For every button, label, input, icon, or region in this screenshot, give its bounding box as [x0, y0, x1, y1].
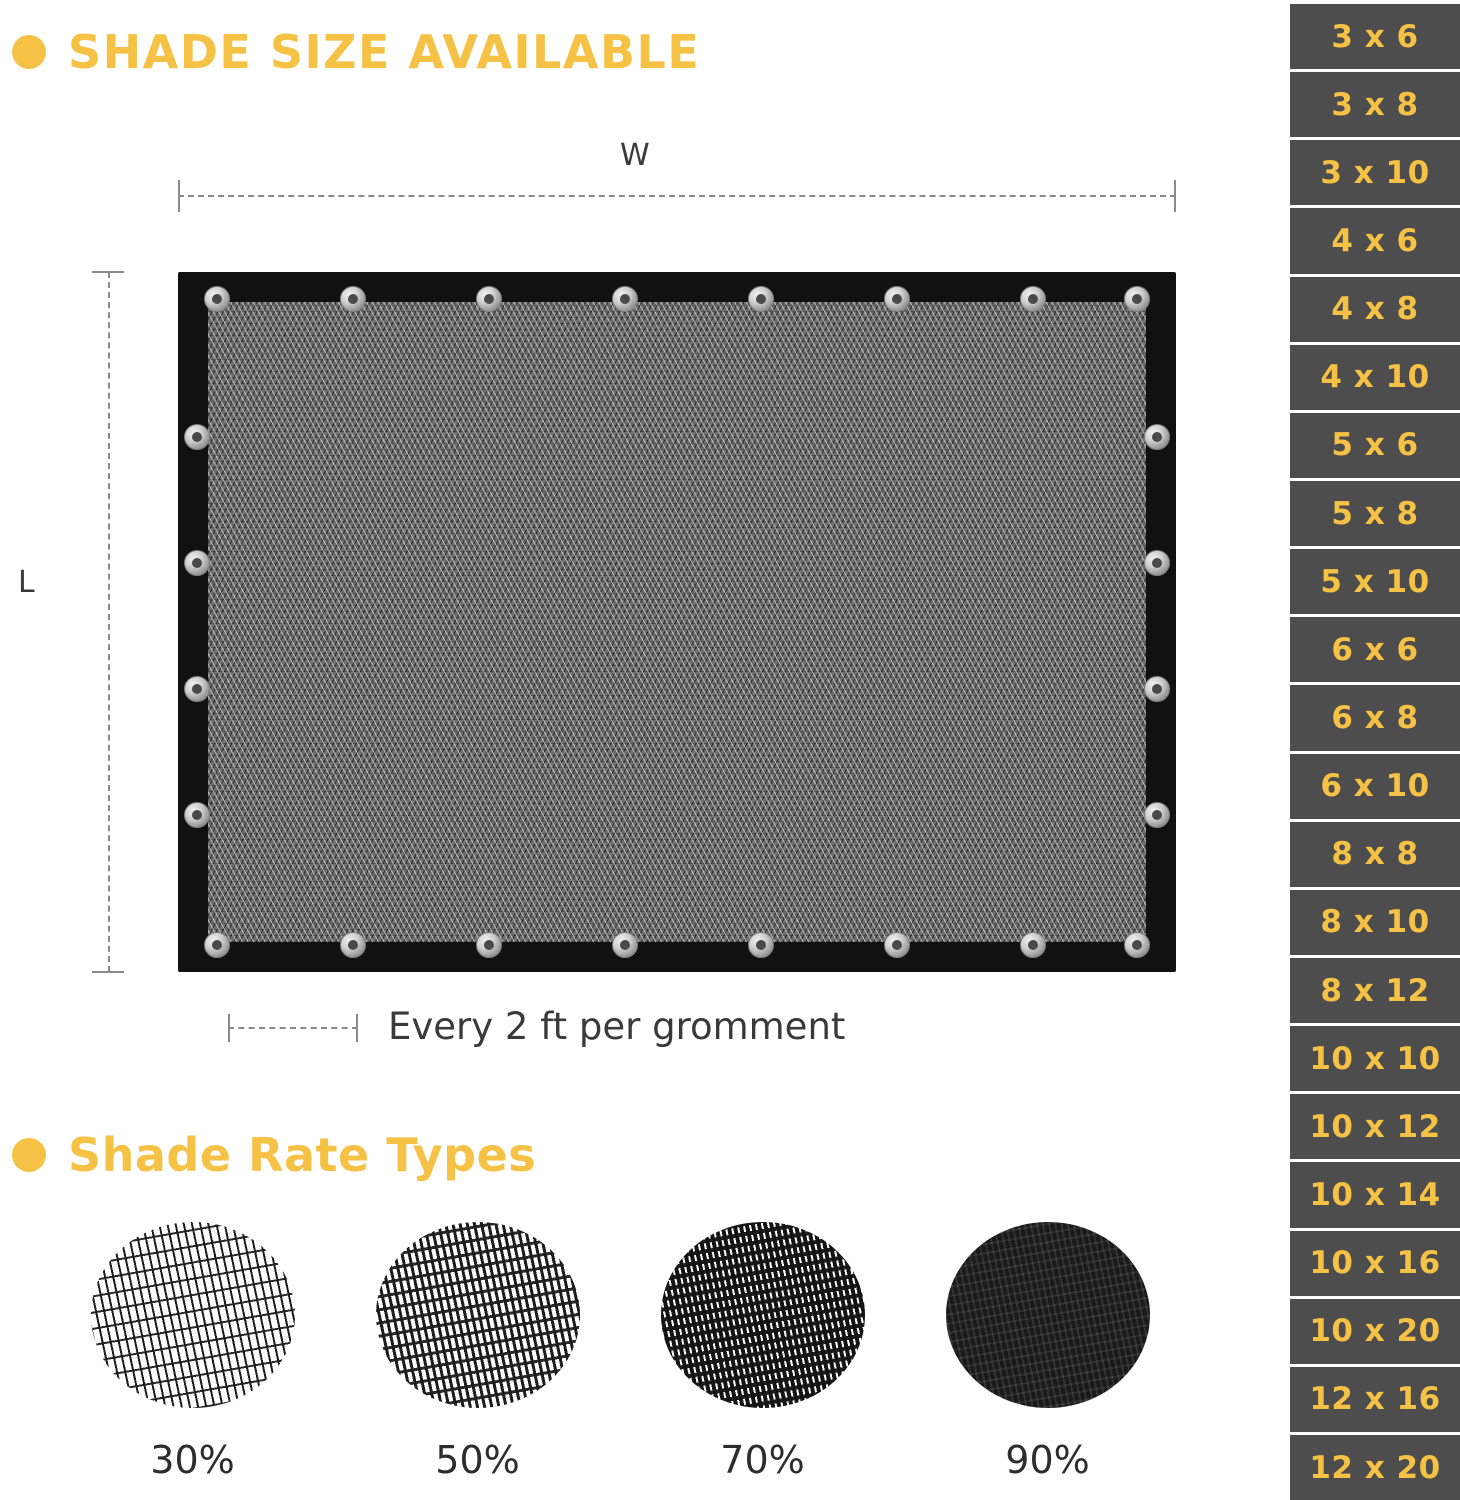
grommet-icon [748, 286, 774, 312]
mesh-30-icon [91, 1222, 295, 1408]
shade-rate-label: 70% [720, 1438, 805, 1482]
size-chip[interactable]: 10 x 16 [1290, 1231, 1460, 1296]
available-size-list [1290, 0, 1460, 1500]
size-chip[interactable]: 5 x 10 [1290, 549, 1460, 614]
grommet-spacing-label: Every 2 ft per gromment [388, 1005, 846, 1048]
size-chip[interactable]: 6 x 8 [1290, 685, 1460, 750]
shade-rate-item [335, 1222, 620, 1482]
mesh-70-icon [661, 1222, 865, 1408]
grommet-icon [1144, 424, 1170, 450]
grommet-icon [184, 550, 210, 576]
shade-rate-item [620, 1222, 905, 1482]
grommet-icon [1124, 286, 1150, 312]
shade-size-heading-label: SHADE SIZE AVAILABLE [68, 25, 701, 79]
width-dimension-line [178, 195, 1176, 198]
size-chip[interactable]: 4 x 8 [1290, 277, 1460, 342]
grommet-icon [1144, 550, 1170, 576]
size-chip[interactable]: 10 x 14 [1290, 1162, 1460, 1227]
grommet-icon [340, 286, 366, 312]
shade-size-heading [12, 25, 700, 79]
shade-rate-item [50, 1222, 335, 1482]
shade-mesh-fabric [208, 302, 1146, 942]
size-chip[interactable]: 5 x 6 [1290, 413, 1460, 478]
shade-rate-item [905, 1222, 1190, 1482]
grommet-icon [612, 932, 638, 958]
size-chip[interactable]: 6 x 10 [1290, 754, 1460, 819]
length-dimension-label: L [18, 565, 35, 600]
shade-cloth-panel [178, 272, 1176, 972]
length-dimension-bottom-cap [92, 971, 124, 973]
bullet-icon [12, 35, 46, 69]
grommet-icon [476, 932, 502, 958]
shade-dimension-diagram [0, 110, 1290, 1090]
size-chip[interactable]: 8 x 8 [1290, 822, 1460, 887]
mesh-50-icon [376, 1222, 580, 1408]
shade-rate-label: 90% [1005, 1438, 1090, 1482]
mesh-90-icon [946, 1222, 1150, 1408]
grommet-icon [476, 286, 502, 312]
size-chip[interactable]: 12 x 20 [1290, 1435, 1460, 1500]
shade-rate-heading [12, 1128, 536, 1182]
grommet-icon [184, 676, 210, 702]
size-chip[interactable]: 3 x 8 [1290, 72, 1460, 137]
grommet-icon [1020, 286, 1046, 312]
size-chip[interactable]: 10 x 20 [1290, 1299, 1460, 1364]
grommet-icon [748, 932, 774, 958]
size-chip[interactable]: 3 x 6 [1290, 4, 1460, 69]
size-chip[interactable]: 4 x 6 [1290, 208, 1460, 273]
size-chip[interactable]: 4 x 10 [1290, 345, 1460, 410]
grommet-spacing-dash-line [228, 1027, 358, 1030]
size-chip[interactable]: 8 x 12 [1290, 958, 1460, 1023]
length-dimension-line [108, 272, 111, 972]
size-chip[interactable]: 8 x 10 [1290, 890, 1460, 955]
grommet-spacing-dimension [228, 1012, 358, 1042]
shade-rate-swatch-list [50, 1222, 1190, 1482]
grommet-icon [884, 932, 910, 958]
grommet-icon [340, 932, 366, 958]
shade-rate-label: 30% [150, 1438, 235, 1482]
width-dimension-right-cap [1174, 180, 1176, 212]
grommet-icon [612, 286, 638, 312]
grommet-icon [204, 932, 230, 958]
grommet-icon [184, 802, 210, 828]
size-chip[interactable]: 3 x 10 [1290, 140, 1460, 205]
shade-rate-heading-label: Shade Rate Types [68, 1128, 537, 1182]
size-chip[interactable]: 10 x 10 [1290, 1026, 1460, 1091]
width-dimension-label: W [620, 138, 650, 173]
grommet-icon [184, 424, 210, 450]
size-chip[interactable]: 6 x 6 [1290, 617, 1460, 682]
grommet-spacing-right-cap [356, 1014, 358, 1042]
bullet-icon [12, 1138, 46, 1172]
size-chip[interactable]: 12 x 16 [1290, 1367, 1460, 1432]
grommet-icon [884, 286, 910, 312]
shade-rate-label: 50% [435, 1438, 520, 1482]
grommet-icon [1020, 932, 1046, 958]
grommet-icon [1144, 676, 1170, 702]
grommet-icon [1124, 932, 1150, 958]
grommet-icon [204, 286, 230, 312]
size-chip[interactable]: 5 x 8 [1290, 481, 1460, 546]
grommet-icon [1144, 802, 1170, 828]
size-chip[interactable]: 10 x 12 [1290, 1094, 1460, 1159]
grommet-spacing-note [228, 1005, 845, 1048]
